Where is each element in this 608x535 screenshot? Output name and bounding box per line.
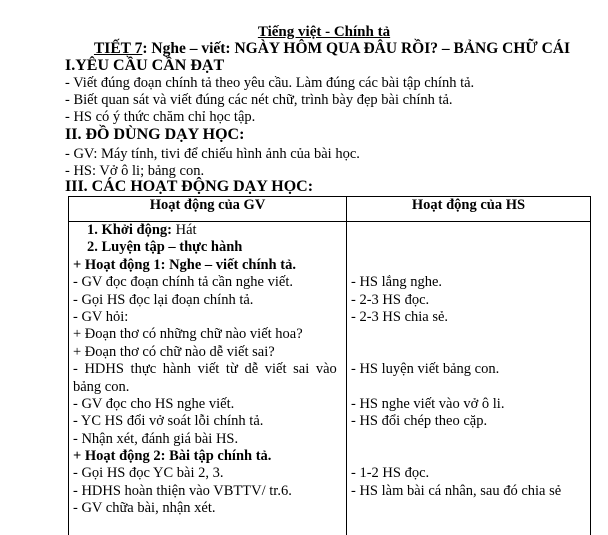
section-heading-materials: II. ĐỒ DÙNG DẠY HỌC: <box>65 126 244 144</box>
hs-line: - 2-3 HS đọc. <box>351 292 586 309</box>
section-heading-activities: III. CÁC HOẠT ĐỘNG DẠY HỌC: <box>65 178 313 196</box>
lesson-title: TIẾT 7: Nghe – viết: NGÀY HÔM QUA ĐÂU RỒI? – BẢNG CHỮ CÁI <box>28 40 608 58</box>
gv-line: - GV đọc cho HS nghe viết. <box>73 396 342 413</box>
gv-line: - GV hỏi: <box>73 309 342 326</box>
hs-line: - HS nghe viết vào vở ô li. <box>351 396 586 413</box>
gv-activity-heading: + Hoạt động 1: Nghe – viết chính tả. <box>73 257 342 274</box>
column-header-hs: Hoạt động của HS <box>347 197 591 222</box>
hs-line: - 1-2 HS đọc. <box>351 465 586 482</box>
material-line: - HS: Vở ô li; bảng con. <box>65 163 204 180</box>
gv-column <box>69 222 347 535</box>
activities-table <box>68 196 591 535</box>
hs-column <box>347 222 591 535</box>
gv-line: - Gọi HS đọc lại đoạn chính tả. <box>73 292 342 309</box>
gv-line: - GV đọc đoạn chính tả cần nghe viết. <box>73 274 342 291</box>
gv-line: - Gọi HS đọc YC bài 2, 3. <box>73 465 342 482</box>
gv-line: - HDHS hoàn thiện vào VBTTV/ tr.6. <box>73 483 342 500</box>
gv-line: + Đoạn thơ có chữ nào dễ viết sai? <box>73 344 342 361</box>
hs-line: - HS luyện viết bảng con. <box>351 361 586 378</box>
objective-line: - HS có ý thức chăm chỉ học tập. <box>65 109 255 126</box>
gv-activity-heading: + Hoạt động 2: Bài tập chính tả. <box>73 448 342 465</box>
hs-line: - HS đổi chép theo cặp. <box>351 413 586 430</box>
gv-line: 2. Luyện tập – thực hành <box>73 239 342 256</box>
subject-title: Tiếng việt - Chính tả <box>20 24 608 41</box>
objective-line: - Biết quan sát và viết đúng các nét chữ, trình bày đẹp bài chính tả. <box>65 92 453 109</box>
gv-line: - HDHS thực hành viết từ dễ viết sai vào <box>73 361 342 378</box>
gv-line: 1. Khởi động: Hát <box>73 222 342 239</box>
column-header-gv: Hoạt động của GV <box>69 197 347 222</box>
gv-line: - Nhận xét, đánh giá bài HS. <box>73 431 342 448</box>
hs-line: - HS làm bài cá nhân, sau đó chia sẻ <box>351 483 586 500</box>
section-heading-objectives: I.YÊU CẦU CẦN ĐẠT <box>65 57 224 75</box>
gv-line: + Đoạn thơ có những chữ nào viết hoa? <box>73 326 342 343</box>
hs-line: - HS lắng nghe. <box>351 274 586 291</box>
gv-line: bảng con. <box>73 379 342 396</box>
material-line: - GV: Máy tính, tivi để chiếu hình ảnh của bài học. <box>65 146 360 163</box>
hs-line: - 2-3 HS chia sẻ. <box>351 309 586 326</box>
gv-line: - YC HS đổi vở soát lỗi chính tả. <box>73 413 342 430</box>
gv-line: - GV chữa bài, nhận xét. <box>73 500 342 517</box>
objective-line: - Viết đúng đoạn chính tả theo yêu cầu. Làm đúng các bài tập chính tả. <box>65 75 474 92</box>
